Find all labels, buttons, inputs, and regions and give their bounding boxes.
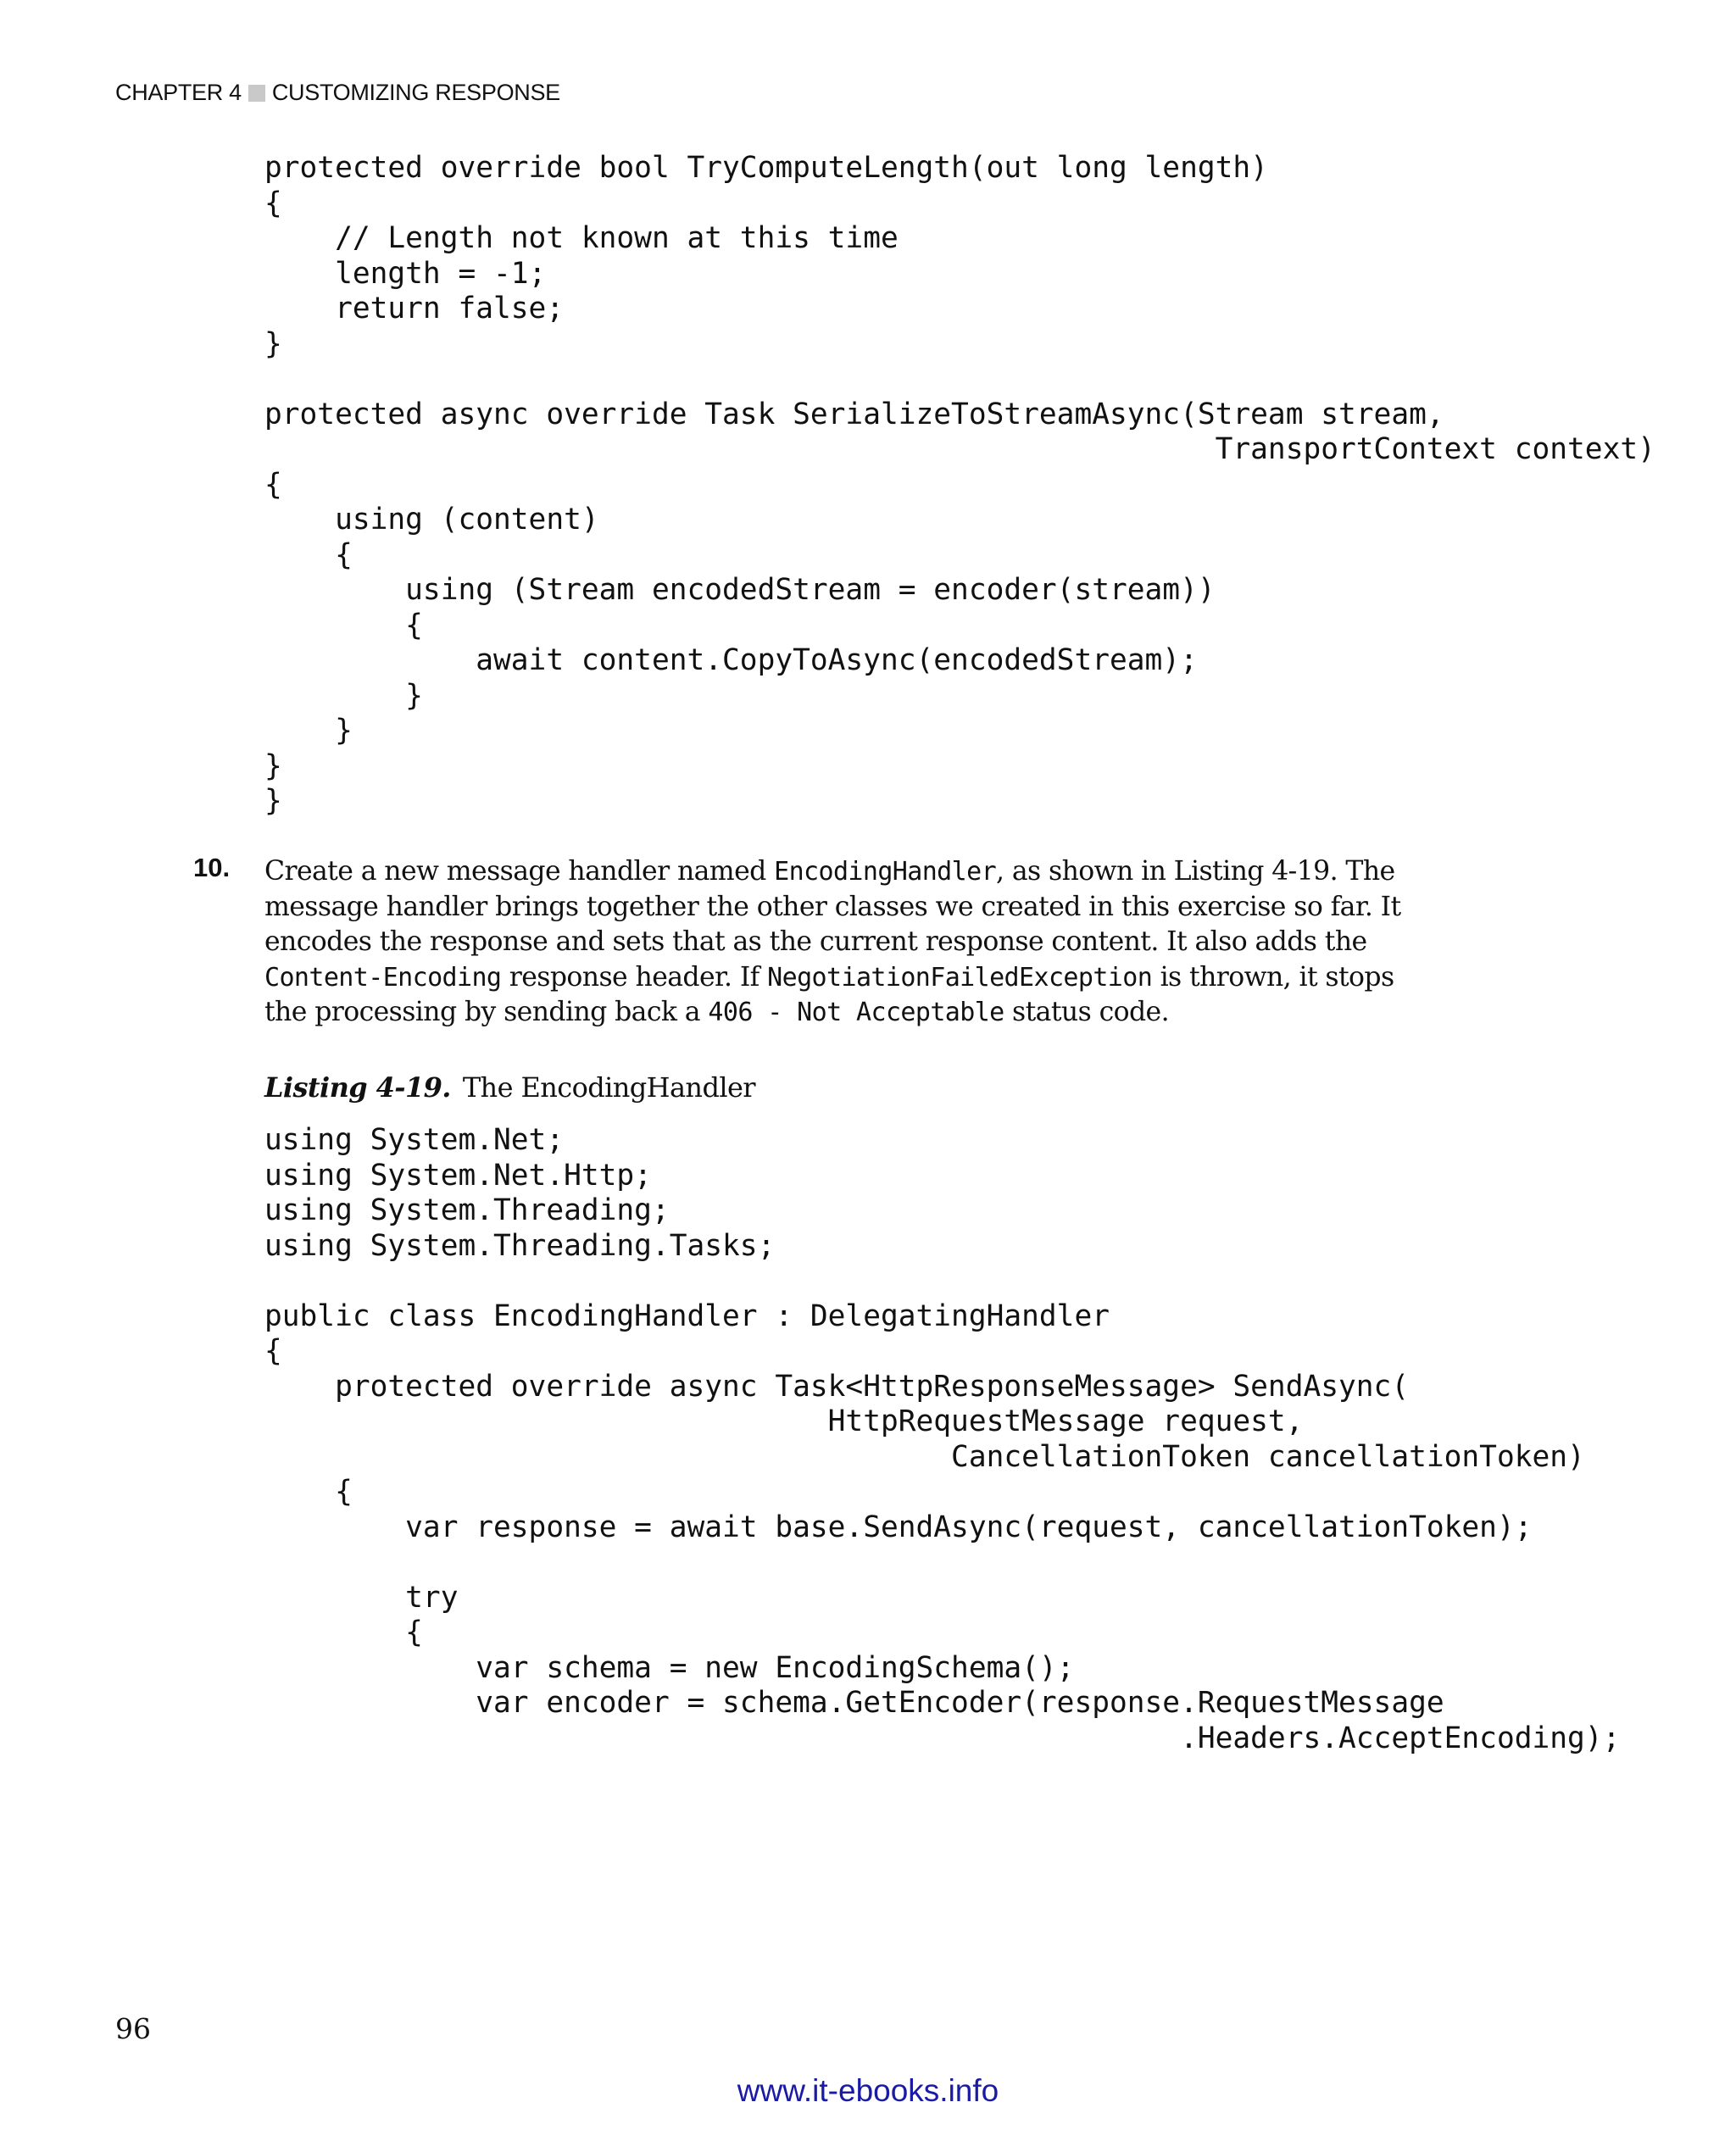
text-run: message handler brings together the other classes we created in this exercise so far. It [264,891,1401,922]
chapter-title: CUSTOMIZING RESPONSE [271,80,560,105]
code-line: protected override async Task<HttpResponseMessage> SendAsync( [264,1369,1410,1404]
code-line: using System.Net; [264,1123,565,1157]
code-line: } [264,784,282,818]
code-line: length = -1; [264,256,547,291]
code-line: await content.CopyToAsync(encodedStream); [264,643,1198,677]
paragraph-line [264,890,1434,926]
code-line: { [264,1615,423,1649]
code-line: using System.Threading.Tasks; [264,1228,776,1263]
code-line: var schema = new EncodingSchema(); [264,1650,1075,1685]
code-line: using (Stream encodedStream = encoder(stream)) [264,573,1216,607]
listing-label: Listing 4-19. [264,1071,451,1104]
chapter-label: CHAPTER 4 [115,80,242,105]
text-run: is thrown, it stops [1152,961,1394,993]
step-number: 10. [193,853,231,882]
code-line: var encoder = schema.GetEncoder(response.RequestMessage [264,1686,1444,1720]
code-line: { [264,186,282,220]
code-line: var response = await base.SendAsync(request, cancellationToken); [264,1510,1533,1544]
paragraph-line [264,854,1434,890]
code-line: public class EncodingHandler : DelegatingHandler [264,1299,1110,1333]
code-line: using System.Threading; [264,1193,670,1227]
text-run: status code. [1004,997,1170,1027]
code-line: return false; [264,292,565,325]
text-run: Create a new message handler named [264,856,775,887]
code-line: } [264,678,423,713]
code-line: { [264,608,423,642]
inline-code: EncodingHandler [774,857,997,887]
code-block-listing [264,1123,1620,1756]
paragraph-line [264,960,1434,996]
code-line: } [264,326,282,361]
code-line: try [264,1580,459,1615]
code-line: protected async override Task SerializeToStreamAsync(Stream stream, [264,397,1444,431]
code-block-top [264,151,1655,820]
code-line: CancellationToken cancellationToken) [264,1439,1585,1474]
paragraph-line [264,925,1434,960]
inline-code: 406 - Not Acceptable [708,998,1004,1027]
step-paragraph [264,854,1434,1031]
code-line: { [264,467,282,502]
running-header [115,80,560,106]
text-run: response header. If [501,961,768,993]
code-line: TransportContext context) [264,432,1655,466]
listing-title: The EncodingHandler [462,1071,755,1104]
footer-link[interactable]: www.it-ebooks.info [737,2073,999,2108]
code-line: .Headers.AcceptEncoding); [264,1721,1621,1755]
code-line: protected override bool TryComputeLength(out long length) [264,151,1268,185]
inline-code: Content-Encoding [264,962,502,993]
text-run: , as shown in Listing 4-19. The [996,856,1395,887]
code-line: } [264,714,353,748]
text-run: encodes the response and sets that as the current response content. It also adds the [264,926,1367,957]
square-separator-icon [248,85,265,102]
text-run: the processing by sending back a [264,997,709,1027]
code-line: } [264,748,282,783]
listing-caption [264,1071,755,1104]
code-line: // Length not known at this time [264,221,899,255]
code-line: { [264,537,353,572]
code-line: using System.Net.Http; [264,1158,652,1193]
inline-code: NegotiationFailedException [767,962,1153,993]
code-line: HttpRequestMessage request, [264,1404,1304,1438]
paragraph-line [264,995,1434,1031]
code-line: { [264,1475,353,1509]
page-number: 96 [115,2012,151,2045]
code-line: using (content) [264,503,599,537]
code-line: { [264,1334,282,1368]
